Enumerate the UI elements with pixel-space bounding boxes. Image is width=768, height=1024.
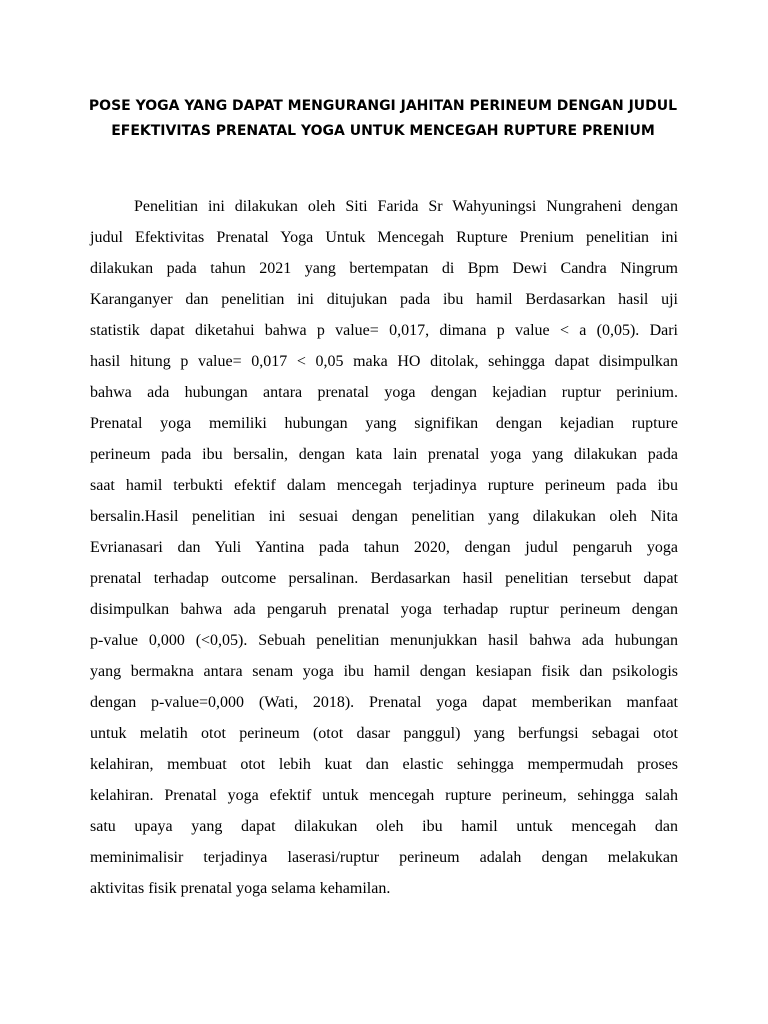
paragraph-line: yang bermakna antara senam yoga ibu hamil dengan kesiapan fisik dan psikologis: [90, 663, 678, 680]
paragraph-line: satu upaya yang dapat dilakukan oleh ibu hamil untuk mencegah dan: [90, 818, 678, 835]
paragraph-line: disimpulkan bahwa ada pengaruh prenatal yoga terhadap ruptur perineum dengan: [90, 601, 678, 618]
body-paragraph: [90, 191, 678, 904]
document-title-line: POSE YOGA YANG DAPAT MENGURANGI JAHITAN PERINEUM DENGAN JUDUL: [88, 98, 678, 114]
paragraph-line: meminimalisir terjadinya laserasi/ruptur perineum adalah dengan melakukan: [90, 849, 678, 866]
paragraph-line: dilakukan pada tahun 2021 yang bertempatan di Bpm Dewi Candra Ningrum: [90, 260, 678, 277]
paragraph-line: kelahiran, membuat otot lebih kuat dan elastic sehingga mempermudah proses: [90, 756, 678, 773]
paragraph-line: p-value 0,000 (<0,05). Sebuah penelitian menunjukkan hasil bahwa ada hubungan: [90, 632, 678, 649]
paragraph-line: prenatal terhadap outcome persalinan. Berdasarkan hasil penelitian tersebut dapat: [90, 570, 678, 587]
document-title: [88, 94, 678, 144]
paragraph-line: hasil hitung p value= 0,017 < 0,05 maka HO ditolak, sehingga dapat disimpulkan: [90, 353, 678, 370]
paragraph-line: bahwa ada hubungan antara prenatal yoga dengan kejadian ruptur perinium.: [90, 384, 678, 401]
paragraph-line: statistik dapat diketahui bahwa p value= 0,017, dimana p value < a (0,05). Dari: [90, 322, 678, 339]
paragraph-line: aktivitas fisik prenatal yoga selama kehamilan.: [90, 880, 391, 897]
document-title-line: EFEKTIVITAS PRENATAL YOGA UNTUK MENCEGAH RUPTURE PRENIUM: [111, 123, 655, 139]
paragraph-line: saat hamil terbukti efektif dalam mencegah terjadinya rupture perineum pada ibu: [90, 477, 678, 494]
paragraph-line: kelahiran. Prenatal yoga efektif untuk mencegah rupture perineum, sehingga salah: [90, 787, 678, 804]
paragraph-line: perineum pada ibu bersalin, dengan kata lain prenatal yoga yang dilakukan pada: [90, 446, 678, 463]
paragraph-line: untuk melatih otot perineum (otot dasar panggul) yang berfungsi sebagai otot: [90, 725, 678, 742]
paragraph-line: dengan p-value=0,000 (Wati, 2018). Prenatal yoga dapat memberikan manfaat: [90, 694, 678, 711]
paragraph-line: judul Efektivitas Prenatal Yoga Untuk Mencegah Rupture Prenium penelitian ini: [90, 229, 678, 246]
paragraph-line: Prenatal yoga memiliki hubungan yang signifikan dengan kejadian rupture: [90, 415, 678, 432]
paragraph-line: Evrianasari dan Yuli Yantina pada tahun 2020, dengan judul pengaruh yoga: [90, 539, 678, 556]
paragraph-line: Karanganyer dan penelitian ini ditujukan pada ibu hamil Berdasarkan hasil uji: [90, 291, 678, 308]
paragraph-line: Penelitian ini dilakukan oleh Siti Farida Sr Wahyuningsi Nungraheni dengan: [134, 198, 678, 215]
paragraph-line: bersalin.Hasil penelitian ini sesuai dengan penelitian yang dilakukan oleh Nita: [90, 508, 678, 525]
